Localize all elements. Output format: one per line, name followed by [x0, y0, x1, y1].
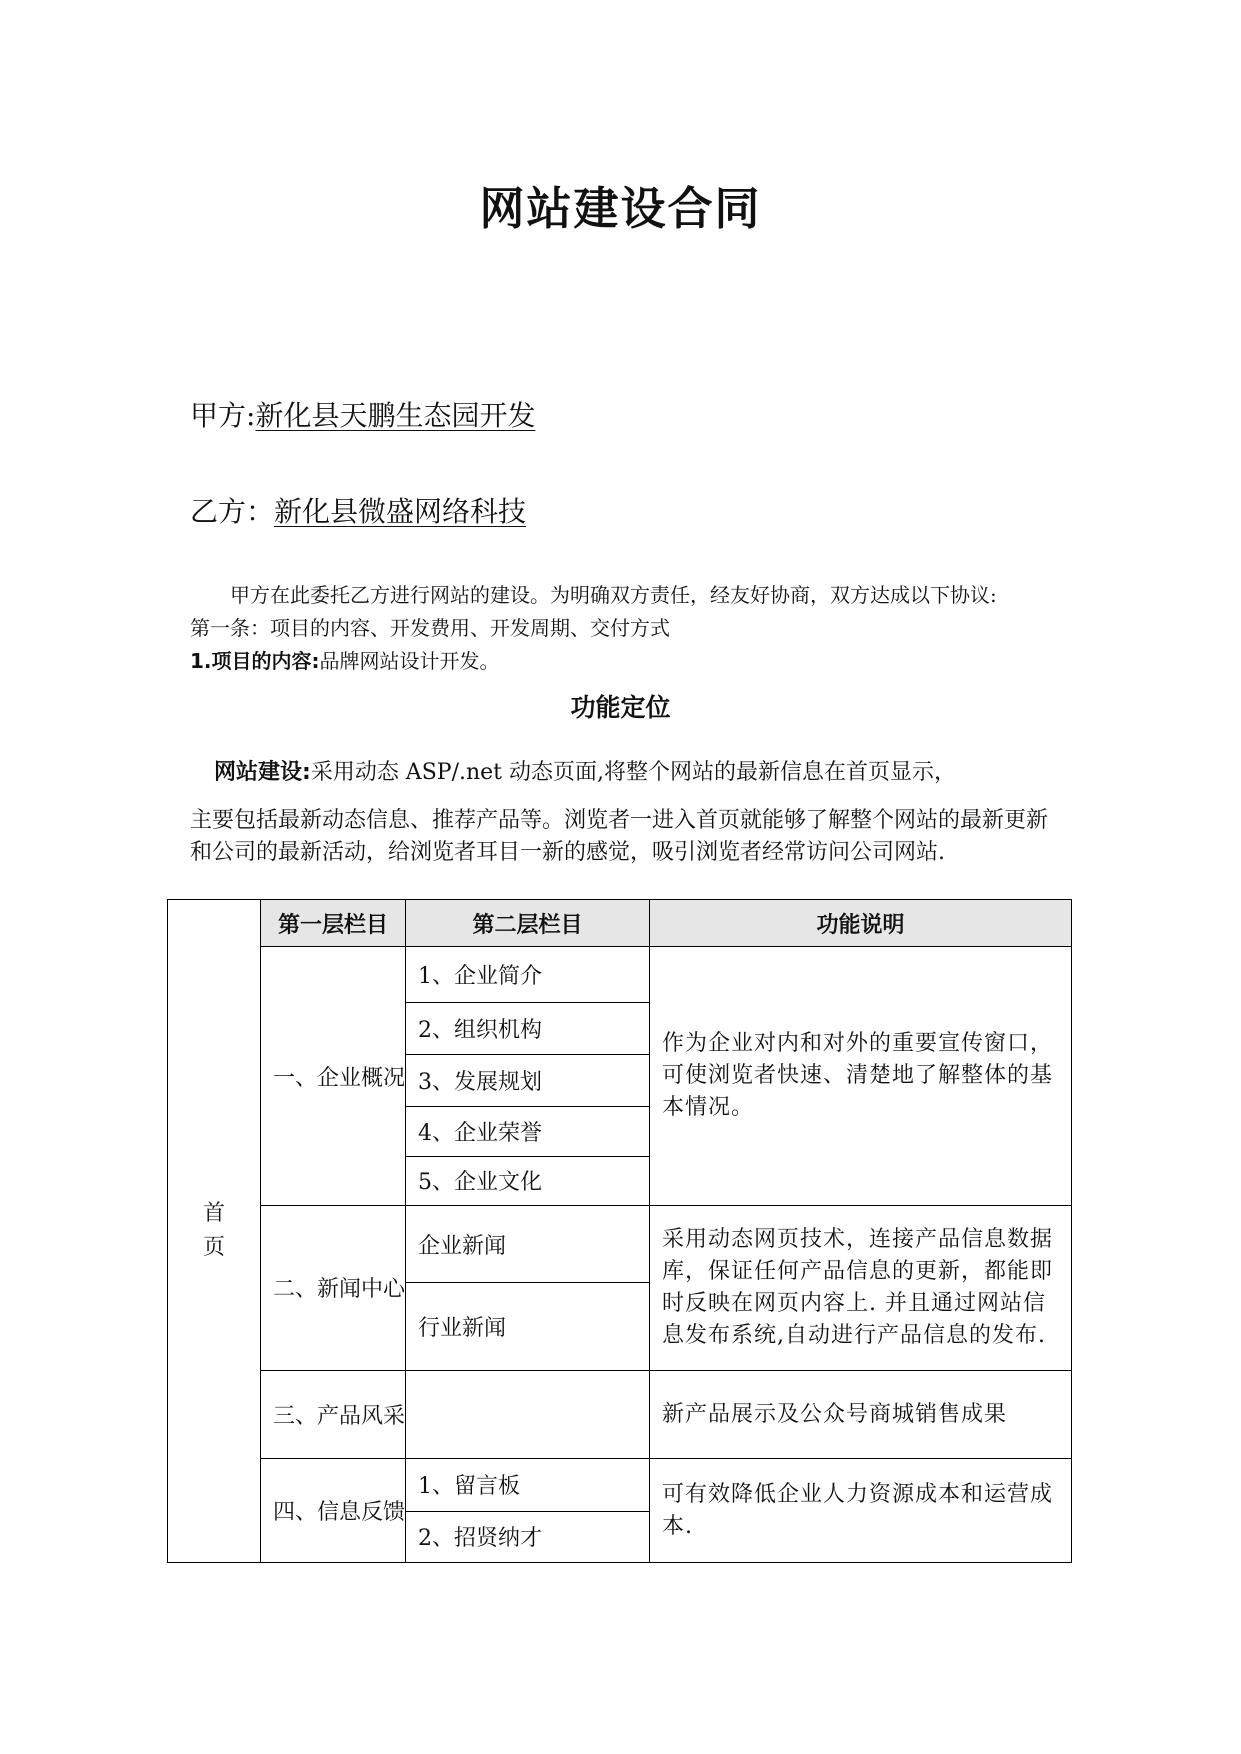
item-1-label: 1.项目的内容:: [190, 649, 320, 673]
site-build-label: 网站建设:: [214, 760, 311, 785]
table-row: [168, 1205, 1072, 1282]
header-level2: 第二层栏目: [406, 900, 650, 947]
party-b-name: 新化县微盛网络科技: [274, 495, 527, 528]
home-cell: [168, 900, 261, 1563]
level2-cell: 企业新闻: [406, 1205, 650, 1282]
party-b-label: 乙方：: [190, 495, 275, 528]
desc-cell: [650, 1459, 1072, 1563]
desc-text: 可有效降低企业人力资源成本和运营成本.: [662, 1481, 1054, 1539]
level2-cell: 行业新闻: [406, 1283, 650, 1371]
level2-cell: 2、组织机构: [406, 1002, 650, 1054]
party-a-label: 甲方:: [190, 399, 256, 432]
level2-cell: 1、企业简介: [406, 947, 650, 1002]
desc-text: 作为企业对内和对外的重要宣传窗口，可使浏览者快速、清楚地了解整体的基本情况。: [662, 1031, 1054, 1121]
document-title: 网站建设合同: [479, 182, 762, 235]
level2-cell: [406, 1370, 650, 1459]
home-char-1: 首: [202, 1201, 225, 1226]
desc-cell: [650, 1370, 1072, 1459]
item-1: [190, 651, 1050, 671]
table-row: [168, 1370, 1072, 1459]
level2-cell: 2、招贤纳才: [406, 1511, 650, 1562]
section-title: 功能定位: [570, 693, 671, 722]
table-row: [168, 947, 1072, 1002]
home-char-2: 页: [202, 1235, 225, 1260]
article-1-heading: 第一条：项目的内容、开发费用、开发周期、交付方式: [190, 616, 670, 640]
level1-cell: 三、产品风采: [261, 1370, 406, 1459]
desc-text: 新产品展示及公众号商城销售成果: [662, 1401, 1008, 1427]
desc-cell: [650, 947, 1072, 1206]
function-table: [167, 899, 1072, 1563]
desc-text: 采用动态网页技术，连接产品信息数据库，保证任何产品信息的更新，都能即时反映在网页内容上. 并且通过网站信息发布系统,自动进行产品信息的发布.: [662, 1226, 1054, 1348]
level2-cell: 3、发展规划: [406, 1054, 650, 1106]
level1-cell: 二、新闻中心: [261, 1205, 406, 1370]
party-a: [190, 399, 536, 432]
level2-cell: 1、留言板: [406, 1459, 650, 1511]
intro-paragraph: 甲方在此委托乙方进行网站的建设。为明确双方责任，经友好协商，双方达成以下协议:: [230, 583, 997, 607]
site-build-line: [190, 757, 1060, 789]
table-header-row: [168, 900, 1072, 947]
desc-cell: [650, 1205, 1072, 1370]
item-1-text: 品牌网站设计开发。: [319, 649, 500, 673]
table-row: [168, 1459, 1072, 1511]
header-desc: 功能说明: [650, 900, 1072, 947]
level1-cell: 四、信息反馈: [261, 1459, 406, 1563]
level2-cell: 4、企业荣誉: [406, 1107, 650, 1156]
party-a-name: 新化县天鹏生态园开发: [255, 399, 536, 432]
level1-cell: 一、企业概况: [261, 947, 406, 1206]
level2-cell: 5、企业文化: [406, 1156, 650, 1205]
site-build-paragraph: 主要包括最新动态信息、推荐产品等。浏览者一进入首页就能够了解整个网站的最新更新和公司的最新活动，给浏览者耳目一新的感觉，吸引浏览者经常访问公司网站.: [190, 808, 1049, 865]
party-b: [190, 495, 527, 528]
site-build-line1: 采用动态 ASP/.net 动态页面,将整个网站的最新信息在首页显示，: [310, 760, 956, 785]
header-level1: 第一层栏目: [261, 900, 406, 947]
